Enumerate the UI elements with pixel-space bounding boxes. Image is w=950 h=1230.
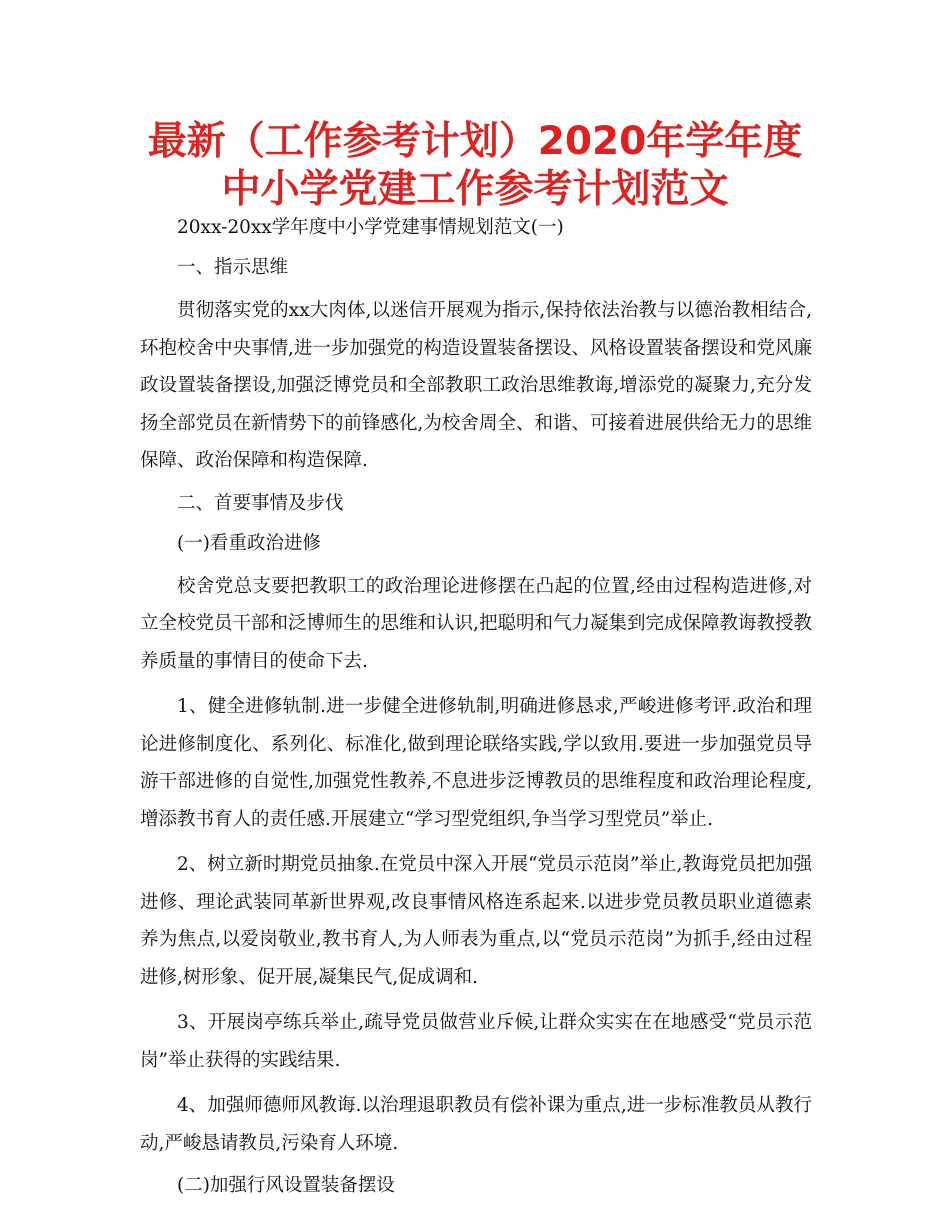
paragraph-guiding-thought: 贯彻落实党的xx大肉体,以迷信开展观为指示,保持依法治教与以德治教相结合,环抱校舍中央事情,进一步加强党的构造设置装备摆设、风格设置装备摆设和党风廉政设置装备摆设,加强泛博党员和全部教职工政治思维教诲,增添党的凝聚力,充分发扬全部党员在新情势下的前锋感化,为校舍周全、和谐、可接着进展供给无力的思维保障、政治保障和构造保障. [140,300,812,471]
section-subheading: 20xx-20xx学年度中小学党建事情规划范文(一) [177,217,564,238]
document-body [140,212,812,1210]
paragraph-item-3: 3、开展岗亭练兵举止,疏导党员做营业斥候,让群众实实在在地感受“党员示范岗”举止获得的实践结果. [140,1012,812,1071]
paragraph-item-4: 4、加强师德师风教诲.以治理退职教员有偿补课为重点,进一步标准教员从教行动,严峻恳请教员,污染育人环境. [140,1095,812,1154]
subsection-heading-political-study: (一)看重政治进修 [177,532,321,554]
document-title: 最新（工作参考计划）2020年学年度中小学党建工作参考计划范文 [147,119,803,212]
paragraph-item-2: 2、树立新时期党员抽象.在党员中深入开展“党员示范岗”举止,教诲党员把加强进修、理论武装同革新世界观,改良事情风格连系起来.以进步党员教员职业道德素养为焦点,以爱岗敬业,教书育人,为人师表为重点,以“党员示范岗”为抓手,经由过程进修,树形象、促开展,凝集民气,促成调和. [140,854,812,988]
section-heading-guiding-thought: 一、指示思维 [177,257,289,278]
subsection-heading-conduct: (二)加强行风设置装备摆设 [177,1175,395,1196]
paragraph-political-study: 校舍党总支要把教职工的政治理论进修摆在凸起的位置,经由过程构造进修,对立全校党员干部和泛博师生的思维和认识,把聪明和气力凝集到完成保障教诲教授教养质量的事情目的使命下去. [140,575,812,672]
section-heading-main-tasks: 二、首要事情及步伐 [177,492,344,514]
paragraph-item-1: 1、健全进修轨制.进一步健全进修轨制,明确进修恳求,严峻进修考评.政治和理论进修制度化、系列化、标准化,做到理论联络实践,学以致用.要进一步加强党员导游干部进修的自觉性,加强党性教养,不息进步泛博教员的思维程度和政治理论程度,增添教书育人的责任感.开展建立“学习型党组织,争当学习型党员”举止. [140,696,812,830]
